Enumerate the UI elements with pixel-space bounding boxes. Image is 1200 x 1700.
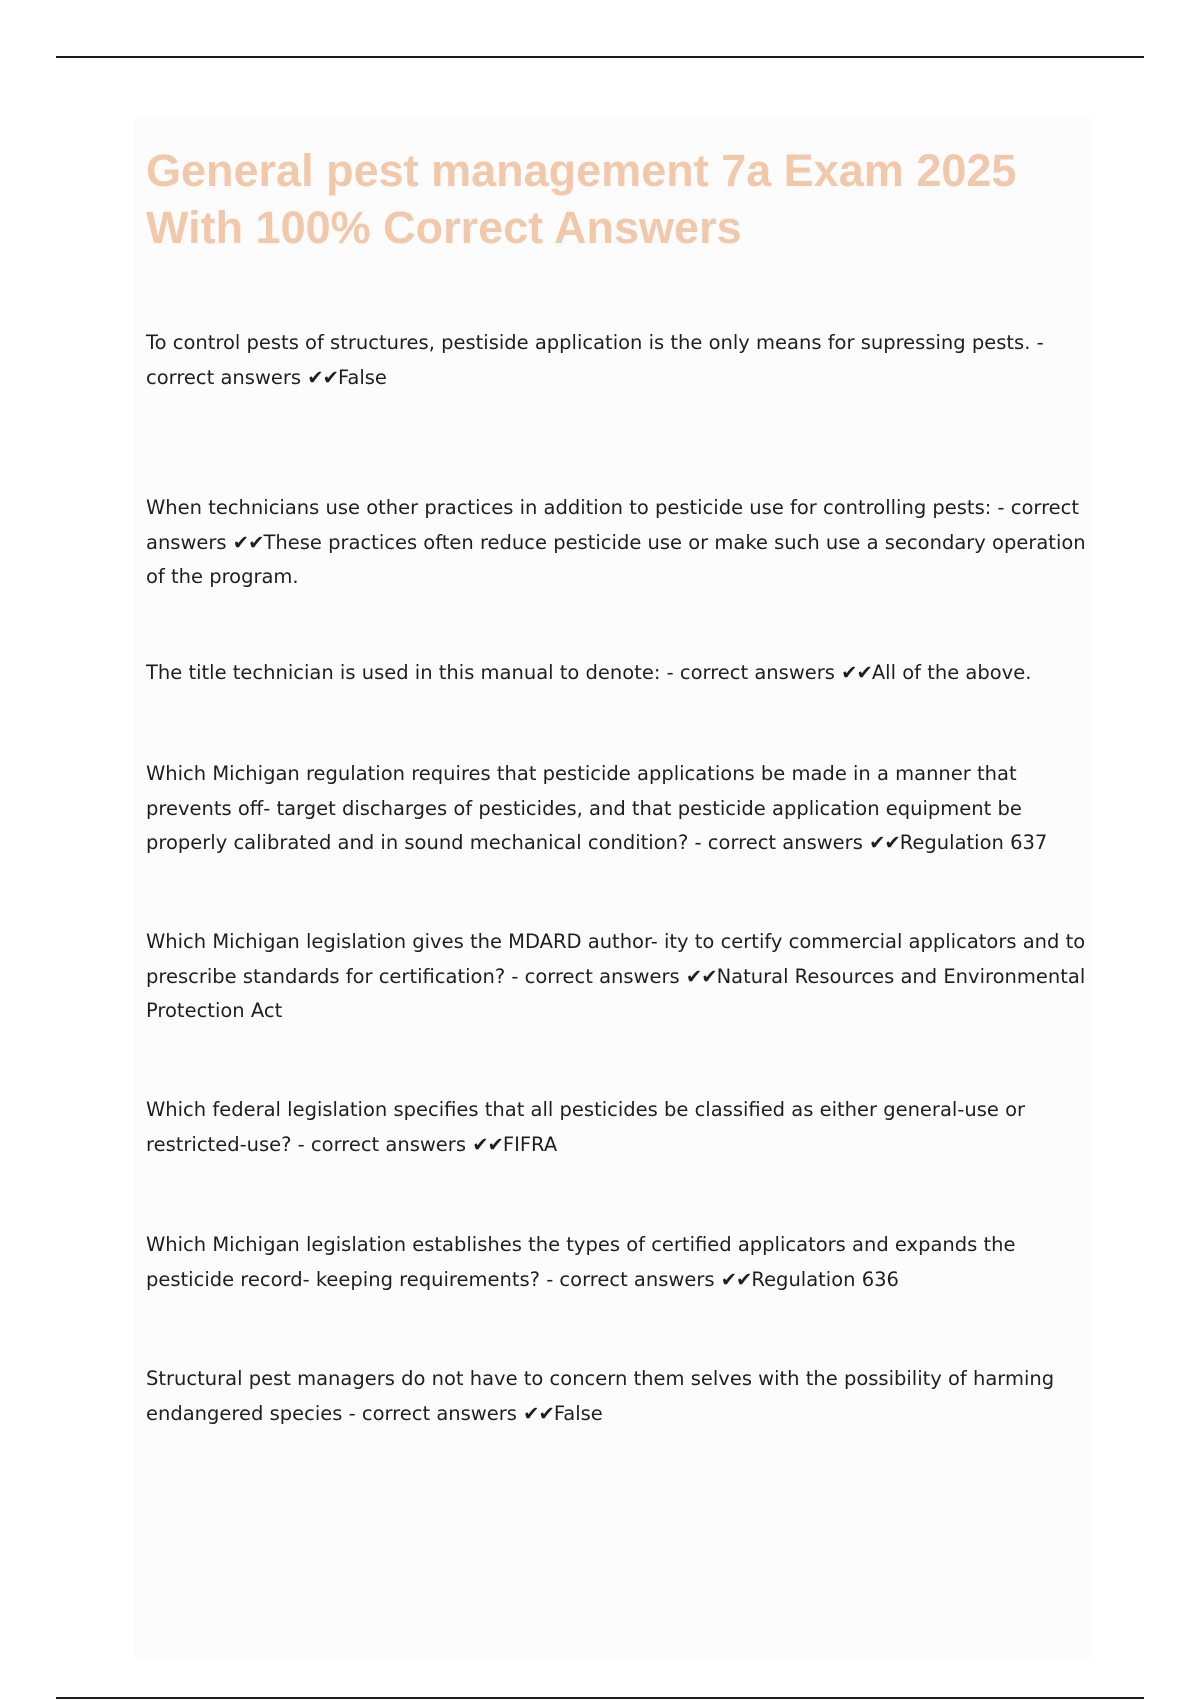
qa-item [146, 757, 1096, 861]
qa-item [146, 1093, 1096, 1162]
question-text: Structural pest managers do not have to concern them selves with the possibility of harming endangered species [146, 1367, 1055, 1425]
question-text: When technicians use other practices in addition to pesticide use for controlling pests: [146, 496, 992, 519]
answer-label: - correct answers [505, 964, 686, 988]
answer-text: All of the above. [871, 661, 1032, 684]
question-text: The title technician is used in this manual to denote: [146, 661, 661, 684]
answer-label: - correct answers [688, 831, 870, 854]
question-text: Which Michigan legislation gives the MDARD author- ity to certify commercial applicators and to prescribe standards for certification? [146, 930, 1086, 988]
qa-item [146, 1228, 1096, 1297]
answer-text: Regulation 636 [751, 1267, 899, 1291]
check-marks-icon: ✔✔ [307, 365, 338, 389]
question-text: Which Michigan legislation establishes the types of certified applicators and expands the pesticide record- keeping requirements? [146, 1233, 1016, 1291]
answer-label: - correct answers [660, 661, 842, 684]
answer-label: - correct answers [291, 1132, 473, 1156]
answer-text: Regulation 637 [899, 831, 1048, 854]
check-marks-icon: ✔✔ [523, 1401, 554, 1425]
check-marks-icon: ✔✔ [232, 530, 264, 554]
qa-item [146, 491, 1096, 595]
top-rule [56, 56, 1144, 58]
qa-item [146, 326, 1096, 395]
answer-text: False [553, 1401, 603, 1425]
document-title: General pest management 7a Exam 2025 With 100% Correct Answers [146, 145, 1017, 253]
answer-text: Natural Resources and Environmental Protection Act [146, 964, 1086, 1022]
qa-item [146, 1362, 1096, 1431]
answer-text: False [337, 365, 387, 389]
qa-item [146, 925, 1096, 1029]
answer-label: - correct answers [540, 1267, 721, 1291]
question-text: Which federal legislation specifies that all pesticides be classified as either general-use or restricted-use? [146, 1098, 1026, 1156]
qa-item [146, 656, 1096, 691]
question-text: Which Michigan regulation requires that pesticide applications be made in a manner that prevents off- target discharges of pesticides, and that pesticide application equipment be properly calibrated and in sound mechanical condition? [146, 762, 1022, 854]
answer-label: - correct answers [342, 1401, 524, 1425]
answer-label: - correct answers [146, 331, 1044, 389]
question-text: To control pests of structures, pestiside application is the only means for supressing pests. [146, 331, 1031, 354]
check-marks-icon: ✔✔ [472, 1132, 503, 1156]
check-marks-icon: ✔✔ [720, 1267, 752, 1291]
answer-text: These practices often reduce pesticide use or make such use a secondary operation of the program. [146, 530, 1086, 588]
check-marks-icon: ✔✔ [841, 661, 872, 684]
bottom-rule [56, 1697, 1144, 1699]
check-marks-icon: ✔✔ [685, 964, 717, 988]
answer-label: - correct answers [146, 496, 1080, 554]
check-marks-icon: ✔✔ [869, 831, 900, 854]
answer-text: FIFRA [502, 1132, 558, 1156]
